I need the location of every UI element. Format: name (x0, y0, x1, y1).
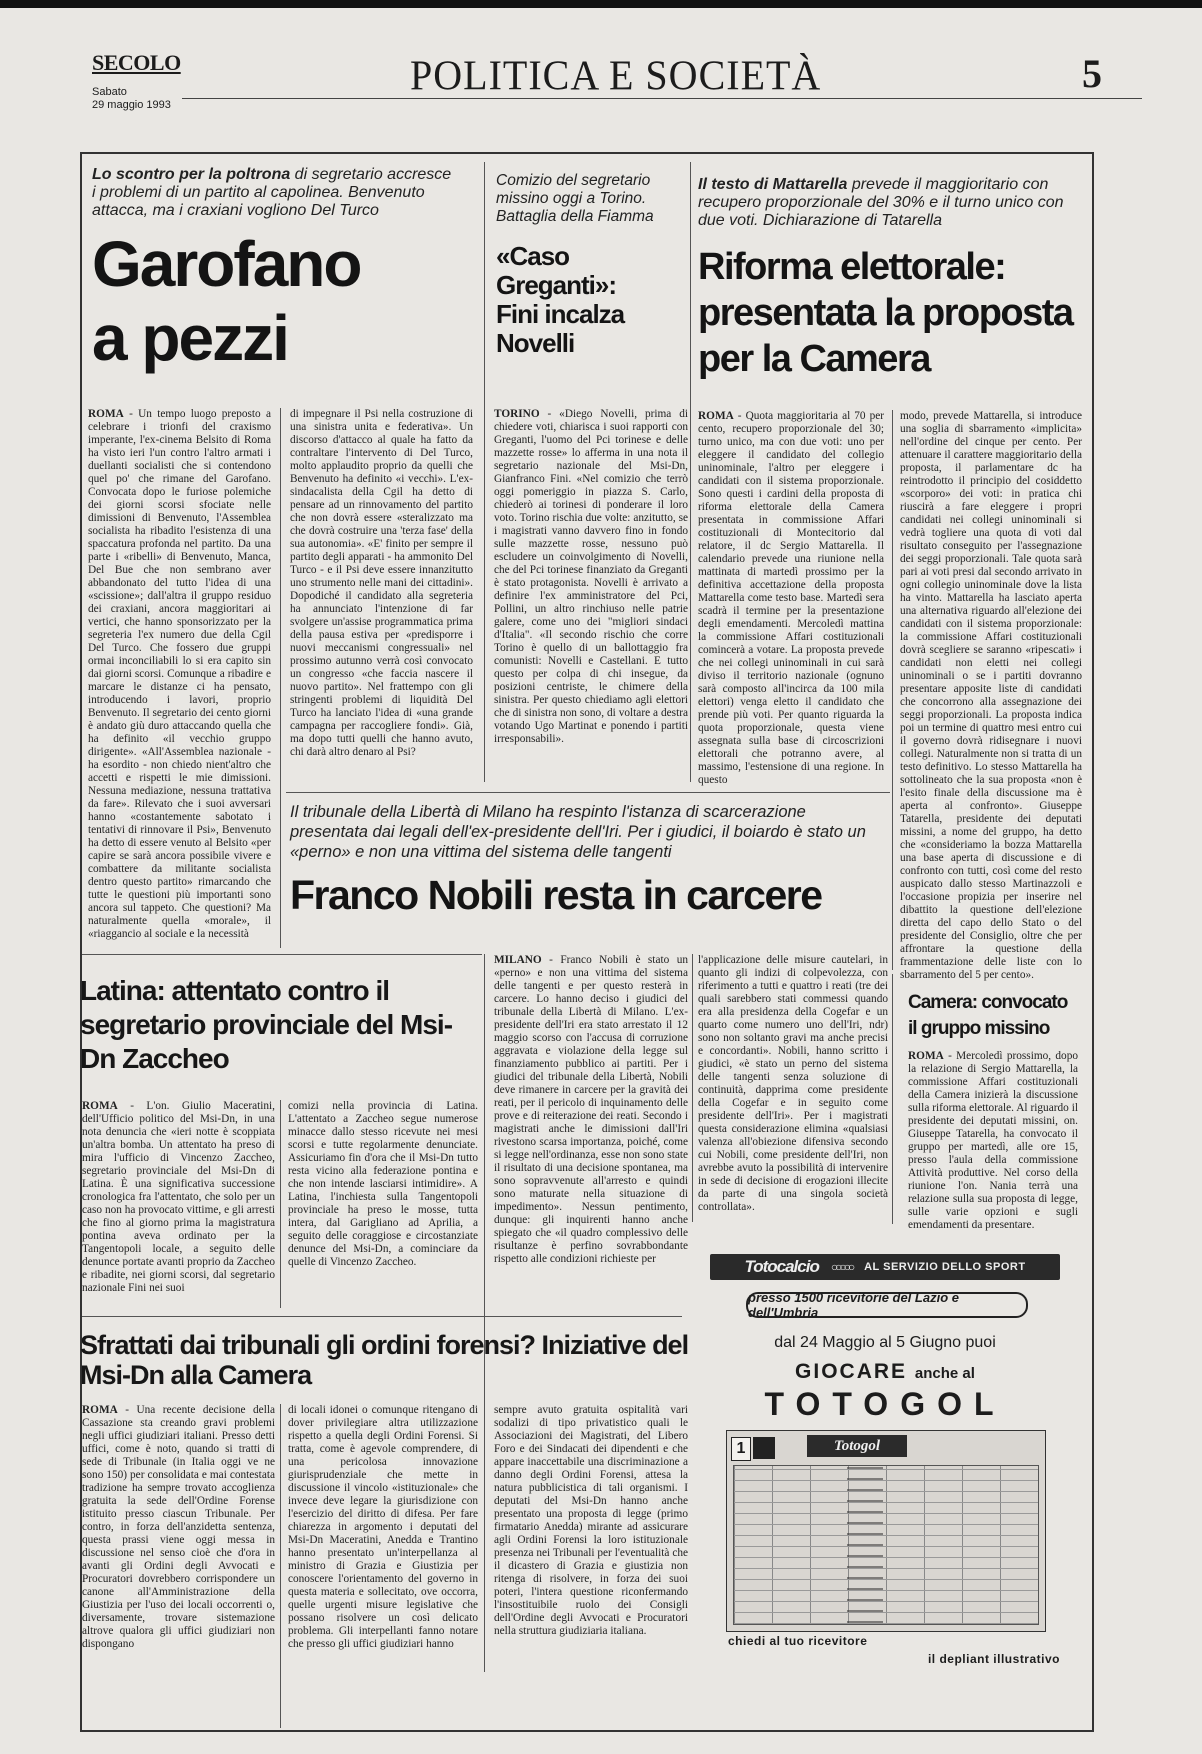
ad-dates: dal 24 Maggio al 5 Giugno puoi (774, 1334, 996, 1351)
totocalcio-banner (710, 1254, 1060, 1280)
ad-location-pill: presso 1500 ricevitorie del Lazio e dell'Umbria (746, 1292, 1028, 1318)
column-rule (280, 1404, 281, 1728)
garofano-column-1: ROMA - Un tempo luogo preposto a celebrare i trionfi del craxismo imperante, l'ex-cinema Belsito di Roma ha visto ieri l'un contro l'altro armati i duellanti socialisti che si contendono quel po' che rimane del Garofano. Convocata dopo le furiose polemiche dei giorni scorsi sfociate nelle dimissioni di Benvenuto, l'Assemblea socialista ha ribadito l'esistenza di una spaccatura profonda nel partito. Da una parte i «ribelli» di Benvenuto, Manca, Del Bue che non sembrano aver abbandonato del tutto l'idea di una «scissione»; dall'altra il gruppo residuo dei craxiani, ancora maggioritari ai vertici, che hanno sponsorizzato per la segreteria l'ex numero due della Cgil Del Turco. Che fossero due gruppi ormai inconciliabili lo si era capito sin dai giorni scorsi. Comunque a ribadire e marcare le distanze ci ha pensato, introducendo i lavori, proprio Benvenuto. Il segretario dei cento giorni è andato giù duro attaccando quella che ha definito «il vecchio gruppo dirigente». «All'Assemblea nazionale - ha esordito - non chiedo nient'altro che accetti e rispetti le mie dimissioni. Nessuna mediazione, nessuna trattativa da fare». Rilevato che i suoi avversari hanno «costantemente sabotato i tentativi di rinnovare il Psi», Benvenuto ha detto di essere venuto al Belsito «per capire se sarà ancora possibile vivere e combattere da militante socialista dentro questo partito» rimarcando che tutte le questioni più importanti sono ancora sul tappeto. Che questioni? Ma naturalmente quella «morale», il «riaggancio al sociale e la necessità (88, 408, 271, 940)
camera-column: ROMA - Mercoledì prossimo, dopo la relazione di Sergio Mattarella, la commissione Affari costituzionali della Camera inizierà la discussione sulla riforma elettorale. Al riguardo il presidente dei deputati missini, on. Giuseppe Tatarella, ha convocato il gruppo per martedì, alle ore 15, presso l'aula della commissione Attività produttive. Nel corso della riunione l'on. Nania terrà una relazione sulla sua proposta di legge, sulle varie opzioni e sugli emendamenti da presentare. (908, 1050, 1078, 1231)
ad-play-text: GIOCARE anche al (795, 1360, 975, 1383)
banner-slogan: AL SERVIZIO DELLO SPORT (864, 1261, 1026, 1273)
latina-headline: Latina: attentato contro il segretario provinciale del Msi-Dn Zaccheo (80, 975, 453, 1074)
slip-emblem-icon (753, 1437, 775, 1459)
column-rule (280, 1100, 281, 1308)
greganti-kicker: Comizio del segretario missino oggi a Torino. Battaglia della Fiamma (496, 172, 654, 225)
column-rule (280, 408, 281, 948)
olympic-rings-icon: ○○○○○ (830, 1260, 853, 1274)
section-rule (82, 954, 482, 955)
column-rule (892, 410, 893, 970)
ad-footer-right: il depliant illustrativo (927, 1652, 1060, 1666)
column-rule (692, 954, 693, 1222)
nobili-kicker: Il tribunale della Libertà di Milano ha respinto l'istanza di scarcerazione presentata dai legali dell'ex-presidente dell'Iri. Per i giudici, il boiardo è stato un «perno» e non una vittima del sistema delle tangenti (290, 803, 866, 861)
totocalcio-logo: Totocalcio (744, 1257, 819, 1276)
riforma-column-2: modo, prevede Mattarella, si introduce una soglia di sbarramento «implicita» nell'ordine del cinque per cento. Per attenuare il carattere maggioritario della proposta, il parlamentare dc ha reintrodotto il principio del cosiddetto «scorporo» dei voti: in pratica chi riuscirà a fare eleggere i propri candidati nei collegi uninominali si vedrà togliere una quota di voti dal risultato conseguito per l'assegnazione dei seggi proporzionali. Tale quota sarà pari ai voti presi dal secondo arrivato in ogni collegio uninominale dove la lista ha vinto. Mattarella ha lasciato aperta una alternativa riguardo all'elezione dei candidati con il sistema proporzionale: la commissione Affari costituzionali dovrà scegliere se saranno «ripescati» i candidati non eletti nei collegi uninominali o se i partiti dovranno presentare apposite liste di candidati che concorrono alla assegnazione dei seggi proporzionali. La proposta indica poi un termine di quattro mesi entro cui il governo dovrà ridisegnare i nuovi collegi. Naturalmente non si tratta di un testo definitivo. Lo stesso Mattarella ha sottolineato che la sua proposta «non è l'esito finale della discussione ma è aperta al confronto». Giuseppe Tatarella, presidente dei deputati missini, a nome del gruppo, ha detto che «consideriamo la bozza Mattarella una base aperta di discussione e di confronto con tutti, così come del resto auspicato dallo stesso Martinazzoli e l'occasione propizia per inserire nel dibattito la questione dell'elezione diretta del capo dello Stato o del presidente del Consiglio, oltre che per affrontare la questione della frammentazione delle liste con lo sbarramento del 5 per cento». (900, 410, 1082, 981)
sfrattati-column-2: di locali idonei o comunque ritengano di dover privilegiare altra utilizzazione rispetto a quella degli Ordini Forensi. Si tratta, come è agevole comprendere, di una pericolosa innovazione giurisprudenziale che mette in discussione il vincolo «istituzionale» che invece deve legare la giurisdizione con l'esercizio del diritto di difesa. Per fare chiarezza in argomento i deputati del Msi-Dn Maceratini, Anedda e Trantino hanno presentato un'interpellanza al ministro di Grazia e Giustizia per conoscere l'orientamento del governo in questa materia e sollecitato, ove occorra, quelle urgenti misure legislative che possano risolvere un così delicato problema. Gli interpellanti fanno notare che presso gli uffici giudiziari hanno (288, 1404, 478, 1650)
greganti-headline: «Caso Greganti»: Fini incalza Novelli (496, 241, 625, 358)
sfrattati-headline: Sfrattati dai tribunali gli ordini forensi? Iniziative del Msi-Dn alla Camera (80, 1330, 689, 1390)
nobili-column-1: MILANO - Franco Nobili è stato un «perno» e non una vittima del sistema delle tangenti e per questo resterà in carcere. Lo hanno deciso i giudici del tribunale della Libertà di Milano. L'ex-presidente dell'Iri era stato arrestato il 12 maggio scorso con l'accusa di corruzione aggravata e violazione della legge sul finanziamento pubblico ai partiti. Per i giudici del tribunale della Libertà, Nobili deve rimanere in carcere per la gravità dei reati, per il pericolo di inquinamento delle prove e di reiterazione dei reati. Secondo i magistrati anche le dimissioni dall'Iri rivestono scarsa importanza, poiché, come si legge nell'ordinanza, esse non sono state il risultato di una decisione spontanea, ma sono sopravvenute all'arresto e quindi sono maturate nella situazione di impedimento». Nessun pentimento, dunque: gli inquirenti hanno anche spiegato che «il quadro complessivo delle risultanze è perfino sovrabbondante rispetto alle condizioni richieste per (494, 954, 688, 1265)
section-rule (286, 792, 890, 793)
totogol-brand: TOTOGOL (764, 1386, 1006, 1422)
garofano-kicker: Lo scontro per la poltrona di segretario accresce i problemi di un partito al capolinea. Benvenuto attacca, ma i craxiani vogliono Del Turco (92, 166, 452, 219)
column-rule (690, 162, 691, 782)
issue-date: 29 maggio 1993 (92, 99, 171, 111)
garofano-headline-2: a pezzi (92, 302, 288, 374)
camera-headline: Camera: convocato il gruppo missino (908, 992, 1068, 1039)
column-rule (892, 974, 893, 1224)
totogol-advertisement (698, 1238, 1072, 1670)
riforma-kicker: Il testo di Mattarella prevede il maggioritario con recupero proporzionale del 30% e il turno unico con due voti. Dichiarazione di Tatarella (698, 176, 1064, 229)
slip-grid (733, 1465, 1039, 1625)
slip-logo: Totogol (807, 1435, 907, 1457)
section-title: POLITICA E SOCIETÀ (410, 51, 822, 100)
garofano-column-2: di impegnare il Psi nella costruzione di una sinistra unita e federativa». Un discorso d'attacco al quale ha fatto da contraltare l'intervento di Del Turco, molto applaudito proprio da quelli che Benvenuto ha definito «i vecchi». L'ex-sindacalista della Cgil ha detto di pensare ad un rinnovamento del partito che non dovrà essere «steralizzato ma che dovrà costruire una 'terza fase' della sua autonomia». «E' finito per sempre il partito degli apparati - ha ammonito Del Turco - e il Psi deve essere innanzitutto uno strumento nelle mani dei cittadini». Dopodiché il candidato alla segreteria ha annunciato l'intenzione di far svolgere un'assise programmatica prima della pausa estiva per «predisporre i nuovi meccanismi congressuali» nel prossimo autunno verrà così convocato un congresso «che faccia nascere il nuovo partito». Nel frattempo con gli stringenti problemi di liquidità Del Turco ha lanciato l'idea di «una grande campagna per raccogliere fondi». Già, ma dopo tutti quelli che hanno avuto, chi darà altro denaro al Psi? (290, 408, 473, 758)
latina-column-1: ROMA - L'on. Giulio Maceratini, dell'Ufficio politico del Msi-Dn, in una nota denuncia che «ieri notte è scoppiata un'altra bomba. Un attentato ha preso di mira l'ufficio di Vincenzo Zaccheo, segretario provinciale del Msi-Dn di Latina. È una significativa successione cronologica fra l'attentato, che solo per un caso non ha provocato vittime, e gli arresti che fino al giorno prima la magistratura pontina aveva ordinato per la Tangentopoli locale, a seguito delle denunce portate avanti proprio da Zaccheo e ribadite, nei giorni scorsi, dal segretario nazionale Fini nei suoi (82, 1100, 275, 1294)
nobili-headline: Franco Nobili resta in carcere (290, 872, 822, 918)
sfrattati-column-3: sempre avuto gratuita ospitalità vari sodalizi di tipo privatistico quali le Associazioni dei Magistrati, del Libero Foro e dei Sindacati dei dipendenti e che appare inaccettabile una discriminazione a danno degli Ordini Forensi, attesa la natura pubblicistica di tali organismi. I deputati del Msi-Dn hanno anche presentato una proposta di legge (primo firmatario Anedda) mirante ad assicurare agli Ordini Forensi la loro istituzionale presenza nei Tribunali per l'eventualità che il dicastero di Grazia e giustizia non ritenga di risolvere, in forza dei suoi poteri, l'intera questione riconfermando l'insostituibile ruolo dei Consigli dell'Ordine degli Avvocati e Procuratori nella struttura giudiziaria italiana. (494, 1404, 688, 1637)
ad-footer-left: chiedi al tuo ricevitore (728, 1634, 868, 1648)
column-rule (484, 162, 485, 782)
column-rule (484, 954, 485, 1672)
betting-slip-image (726, 1430, 1046, 1632)
nobili-column-2: l'applicazione delle misure cautelari, in quanto gli indizi di colpevolezza, con riferimento a tutti e quattro i reati (tre dei quali sarebbero stati commessi quando era alla presidenza della Cogefar e un quarto come numero uno dell'Iri, ndr) sono non soltanto gravi ma anche precisi e concordanti». Nobili, hanno scritto i giudici, «è stato un perno del sistema delle tangenti senza soluzione di continuità, dapprima come presidente della Cogefar e in seguito come presidente dell'Iri». Per i magistrati questa considerazione elimina «qualsiasi valenza all'obiezione difensiva secondo cui Nobili, come presidente dell'Iri, non avrebbe avuto la possibilità di intervenire in sede di decisione di erogazioni illecite da parte di una singola società controllata». (698, 954, 888, 1213)
newspaper-name: SECOLO (92, 50, 181, 75)
issue-day: Sabato (92, 86, 127, 98)
page-number: 5 (1082, 51, 1102, 96)
latina-column-2: comizi nella provincia di Latina. L'attentato a Zaccheo segue numerose minacce dallo stesso ricevute nei mesi scorsi e tutte regolarmente denunciate. Assicuriamo fin d'ora che il Msi-Dn tutto resta vicino alla federazione pontina e che non intende lasciarsi intimidire». A Latina, l'inchiesta sulla Tangentopoli provinciale ha preso le mosse, tutta intera, dal Garigliano ad Aprilia, a seguito delle coraggiose e circostanziate denunce del Msi-Dn, a cominciare da quelle di Vincenzo Zaccheo. (288, 1100, 478, 1268)
garofano-headline-1: Garofano (92, 228, 361, 300)
sfrattati-column-1: ROMA - Una recente decisione della Cassazione sta creando gravi problemi negli uffici giudiziari italiani. Presso detti uffici, come è noto, quando si tratti di sede di Tribunale (in Italia oggi ve ne sono 150) per consolidata e mai contestata tradizione ha sempre trovato accoglienza gratuita la sede dell'Ordine Forense istituito presso ciascun Tribunale. Per contro, in forza dell'anzidetta sentenza, questa prassi viene oggi messa in discussione nel senso cioè che d'ora in avanti gli Ordini degli Avvocati e Procuratori dovrebbero corrispondere un canone all'Amministrazione della Giustizia per l'uso dei locali occorrenti o, diversamente, trovare sistemazione altrove qualora gli uffici giudiziari non dispongano (82, 1404, 275, 1650)
masthead (92, 44, 1102, 114)
greganti-column: TORINO - «Diego Novelli, prima di chiedere voti, chiarisca i suoi rapporti con Greganti, l'uomo del Pci torinese e delle mazzette rosse» lo afferma in una nota il segretario nazionale del Msi-Dn, Gianfranco Fini. «Nel comizio che terrò oggi pomeriggio in piazza S. Carlo, chiederò ai torinesi di ponderare il loro voto. Torino rischia due volte: anzitutto, se i magistrati vanno davvero fino in fondo sulle mazzette rosse, nessuno può escludere un coinvolgimento di Novelli, che del Pci torinese finanziato da Greganti è stato protagonista. Novelli è arrivato a definire l'ex amministratore del Pci, Pollini, un altro rinchiuso nelle patrie galere, come uno dei "migliori sindaci d'Italia". «Il secondo rischio che corre Torino è quello di un ballottaggio fra comunisti: Novelli e Castellani. E tutto questo per colpa di chi insegue, da posizioni centriste, le chimere della sinistra. Per questo chiediamo agli elettori che di sinistra non sono, di voltare a destra votando Ugo Martinat e ponendo i partiti irresponsabili». (494, 408, 688, 745)
section-rule (82, 1316, 682, 1317)
slip-number: 1 (731, 1437, 751, 1461)
slip-marking-band (847, 1465, 883, 1623)
riforma-column-1: ROMA - Quota maggioritaria al 70 per cento, recupero proporzionale del 30; turno unico, ma con due voti: uno per eleggere il candidato del collegio uninominale, l'altro per eleggere i candidati con il sistema proporzionale. Sono questi i cardini della proposta di riforma elettorale della Camera presentata in commissione Affari costituzionali di Montecitorio dal relatore, il dc Sergio Mattarella. Il calendario prevede una riunione nella mattinata di martedì prossimo per la definitiva accettazione della proposta Mattarella come testo base. Martedì sera scadrà il termine per la presentazione degli emendamenti. Mercoledì mattina la commissione Affari costituzionali comincerà a votare. La proposta prevede che nei collegi uninominali in cui sarà diviso il territorio nazionale (ognuno sarà composto all'incirca da 100 mila elettori) venga eletto il candidato che prende più voti. Per quanto riguarda la quota proporzionale, questa viene assegnata sulla base di circoscrizioni elettorali che potranno avere, al massimo, l'estensione di una regione. In questo (698, 410, 884, 786)
riforma-headline: Riforma elettorale: presentata la proposta per la Camera (698, 246, 1073, 380)
